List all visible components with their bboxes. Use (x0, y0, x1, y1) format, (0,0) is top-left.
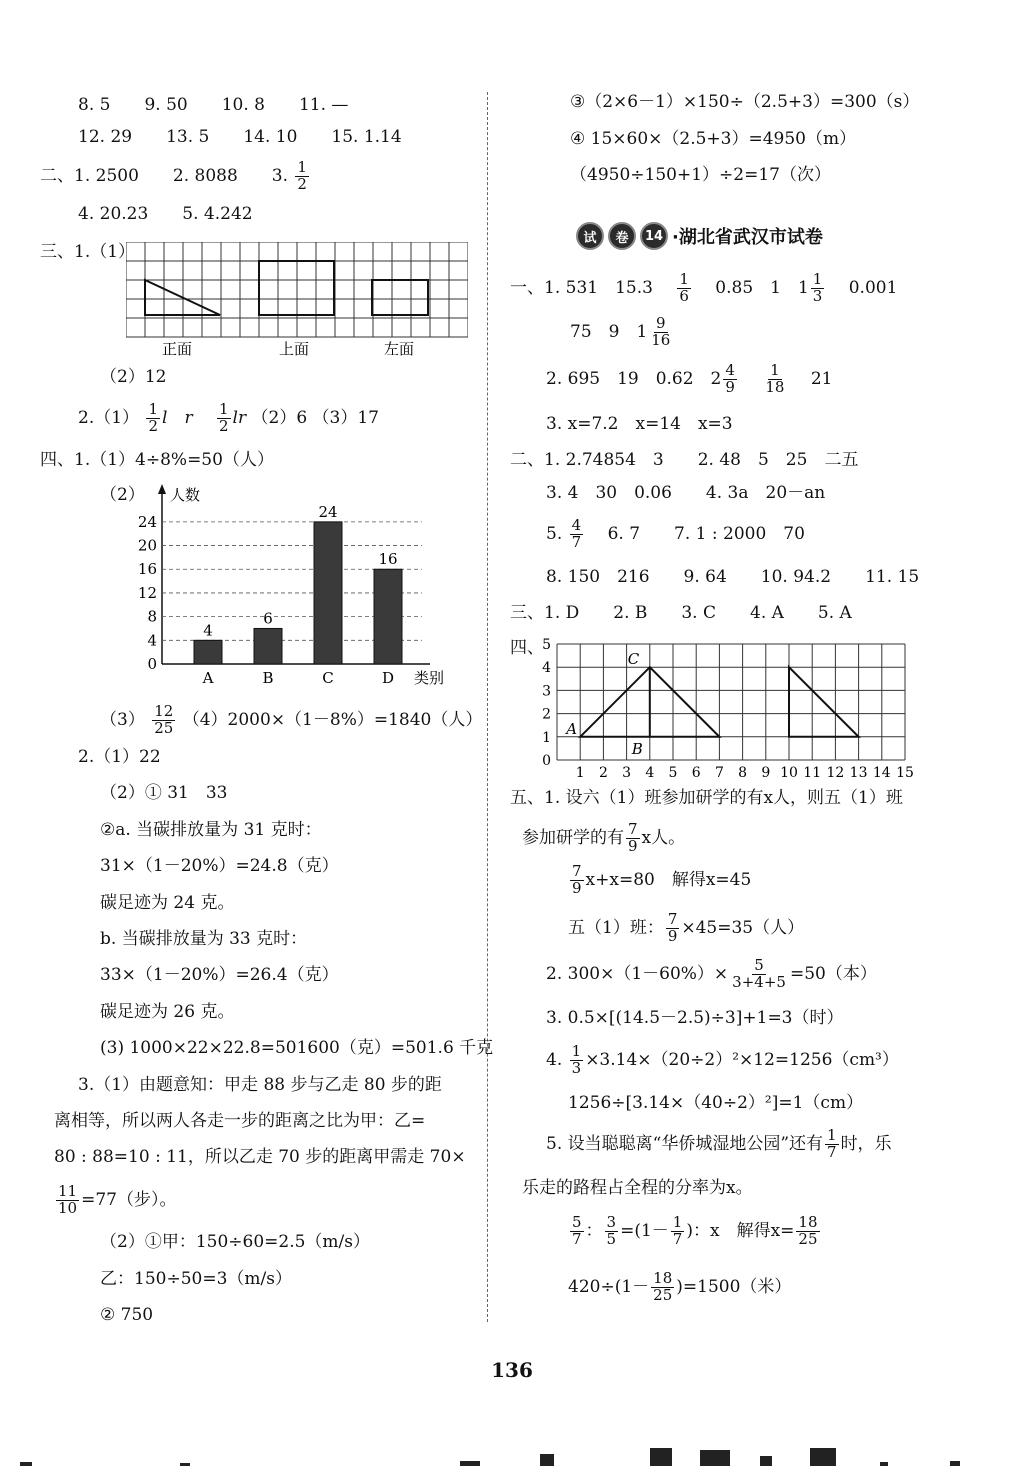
answer-line: 420÷(1－ $\frac{18}{25}$ )=1500（米） (568, 1269, 792, 1304)
y-tick-label: 2 (542, 706, 551, 723)
bar (254, 628, 282, 664)
answer-line: $\frac{5}{7}$ ： $\frac{3}{5}$ =(1－ $\frac{1}{7}$ )：x 解得x= $\frac{18}{25}$ (572, 1213, 818, 1248)
bar (374, 569, 402, 664)
left-view-rect (372, 280, 428, 315)
answer-line: 31×（1－20%）=24.8（克） (100, 856, 339, 876)
front-view-label: 正面 (162, 340, 193, 358)
y-tick-label: 8 (147, 607, 157, 626)
answer-line: （4950÷150+1）÷2=17（次） (570, 165, 831, 185)
answer-line: 二、1. 2.74854 3 2. 48 5 25 二五 (510, 450, 859, 470)
bar (194, 640, 222, 664)
answer-line: 三、1. D 2. B 3. C 4. A 5. A (510, 603, 852, 623)
title-text: ·湖北省武汉市试卷 (672, 227, 823, 248)
answer-line: 8. 5 9. 50 10. 8 11. — (78, 95, 349, 115)
x-tick-label: C (322, 669, 334, 687)
page-number: 136 (491, 1358, 533, 1382)
data-label: 16 (378, 550, 398, 569)
x-tick-label: 6 (691, 765, 701, 780)
y-tick-label: 3 (542, 683, 551, 700)
answer-line: 33×（1－20%）=26.4（克） (100, 965, 339, 985)
answer-line: 三、1.（1） (40, 242, 136, 262)
answer-line: ② 750 (100, 1305, 154, 1325)
x-tick-label: 2 (598, 765, 608, 780)
y-tick-label: 1 (542, 729, 551, 746)
answer-line: 五、1. 设六（1）班参加研学的有x人，则五（1）班 (510, 788, 903, 808)
x-tick-label: 15 (896, 765, 914, 780)
x-tick-label: 1 (575, 765, 585, 780)
title-badge: 14 (640, 222, 668, 250)
y-tick-label: 5 (542, 638, 551, 653)
x-tick-label: 12 (826, 765, 845, 780)
answer-line: 四、1.（1）4÷8%=50（人） (40, 450, 274, 470)
section-title (576, 222, 823, 250)
point-label-c: C (627, 650, 640, 669)
answer-line: 乐走的路程占全程的分率为x。 (522, 1178, 753, 1198)
answer-line: ②a. 当碳排放量为 31 克时： (100, 820, 322, 840)
x-tick-label: 13 (849, 765, 868, 780)
answer-line: 二、1. 2500 2. 8088 3. $\frac{1}{2}$ (40, 158, 307, 193)
column-divider (487, 92, 488, 1322)
answer-line: 参加研学的有 $\frac{7}{9}$ x人。 (522, 820, 686, 855)
answer-line: 75 9 1 $\frac{9}{16}$ (570, 314, 671, 349)
point-label-b: B (631, 739, 643, 758)
x-tick-label: D (381, 669, 395, 687)
bar-chart (130, 480, 470, 690)
y-tick-label: 0 (147, 655, 157, 673)
x-tick-label: 11 (803, 765, 822, 780)
y-tick-label: 16 (137, 560, 157, 579)
left-view-label: 左面 (384, 340, 415, 358)
x-tick-label: 14 (872, 765, 891, 780)
answer-line: 一、1. 531 15.3 $\frac{1}{6}$ 0.85 1 1 $\frac{1}{3}$ 0.001 (510, 270, 898, 305)
x-tick-label: 10 (780, 765, 798, 780)
y-axis-arrow (158, 484, 166, 494)
answer-line: （2）①甲：150÷60=2.5（m/s） (100, 1232, 370, 1252)
y-tick-label: 24 (137, 512, 157, 531)
bar (314, 522, 342, 664)
answer-line: 五（1）班： $\frac{7}{9}$ ×45=35（人） (568, 910, 805, 945)
answer-line: 80 : 88=10 : 11，所以乙走 70 步的距离甲需走 70× (54, 1147, 466, 1167)
answer-line: 5. $\frac{4}{7}$ 6. 7 7. 1 : 2000 70 (546, 516, 805, 551)
x-tick-label: 5 (668, 765, 678, 780)
answer-line: 2.（1） $\frac{1}{2}$ l r $\frac{1}{2}$ lr （2）6 （3）17 (78, 400, 379, 435)
answer-line: 8. 150 216 9. 64 10. 94.2 11. 15 (546, 567, 920, 587)
answer-line: 1256÷[3.14×（40÷2）²]=1（cm） (568, 1093, 864, 1113)
data-label: 6 (263, 609, 273, 628)
x-axis-label: 类别 (414, 669, 445, 687)
answer-line: 乙：150÷50=3（m/s） (100, 1269, 292, 1289)
rotated-triangle (789, 667, 859, 737)
y-tick-label: 4 (147, 631, 157, 650)
answer-line: 碳足迹为 26 克。 (100, 1002, 235, 1022)
answer-line: ③（2×6－1）×150÷（2.5+3）=300（s） (570, 92, 920, 112)
answer-line: $\frac{11}{10}$ =77（步）。 (58, 1182, 177, 1217)
answer-line: 3.（1）由题意知：甲走 88 步与乙走 80 步的距 (78, 1075, 442, 1095)
answer-line: 四、 (510, 638, 544, 658)
answer-line: 2. 300×（1－60%）× $\frac{5}{3+4+5}$ =50（本） (546, 956, 877, 991)
answer-line: （3） $\frac{12}{25}$ （4）2000×（1－8%）=1840（人） (100, 702, 483, 737)
x-tick-label: 9 (761, 765, 771, 780)
y-tick-label: 0 (542, 753, 551, 769)
point-label-a: A (566, 719, 578, 738)
x-tick-label: A (202, 669, 214, 687)
answer-line: 碳足迹为 24 克。 (100, 893, 235, 913)
data-label: 24 (318, 502, 338, 521)
x-tick-label: 8 (738, 765, 748, 780)
y-tick-label: 20 (137, 536, 157, 555)
three-views-grid (126, 242, 468, 360)
answer-line: 4. $\frac{1}{3}$ ×3.14×（20÷2）²×12=1256（cm³） (546, 1042, 899, 1077)
top-view-label: 上面 (279, 340, 310, 358)
answer-line: （2）12 (100, 367, 167, 387)
y-tick-label: 4 (542, 660, 551, 677)
scan-edge-marks (0, 1440, 1024, 1466)
answer-line: 3. x=7.2 x=14 x=3 (546, 414, 733, 434)
x-tick-label: B (262, 669, 274, 687)
answer-line: 2. 695 19 0.62 2 $\frac{4}{9}$ $\frac{1}{18}$ 21 (546, 361, 833, 396)
answer-line: 4. 20.23 5. 4.242 (78, 204, 253, 224)
answer-line: （2）① 31 33 (100, 783, 228, 803)
y-axis-label: 人数 (170, 486, 201, 504)
x-tick-label: 4 (645, 765, 655, 780)
answer-line: b. 当碳排放量为 33 克时： (100, 929, 308, 949)
answer-line: 3. 4 30 0.06 4. 3a 20－an (546, 483, 826, 503)
answer-line: 12. 29 13. 5 14. 10 15. 1.14 (78, 127, 402, 147)
x-tick-label: 3 (622, 765, 632, 780)
answer-line: 2.（1）22 (78, 747, 161, 767)
answer-line: 5. 设当聪聪离“华侨城湿地公园”还有 $\frac{1}{7}$ 时，乐 (546, 1126, 892, 1161)
answer-line: （2） (100, 485, 145, 505)
x-tick-label: 7 (714, 765, 724, 780)
answer-line: 3. 0.5×[(14.5－2.5)÷3]+1=3（时） (546, 1008, 844, 1028)
answer-line: 离相等，所以两人各走一步的距离之比为甲：乙= (54, 1111, 426, 1131)
coordinate-grid (536, 638, 922, 780)
data-label: 4 (203, 621, 213, 640)
answer-line: (3) 1000×22×22.8=501600（克）=501.6 千克 (100, 1038, 494, 1058)
y-tick-label: 12 (137, 583, 157, 602)
answer-line: ④ 15×60×（2.5+3）=4950（m） (570, 129, 857, 149)
title-badge: 卷 (608, 222, 636, 250)
answer-line: $\frac{7}{9}$ x+x=80 解得x=45 (572, 862, 752, 897)
fraction: $\frac{1}{2}$ (297, 158, 307, 193)
title-badge: 试 (576, 222, 604, 250)
